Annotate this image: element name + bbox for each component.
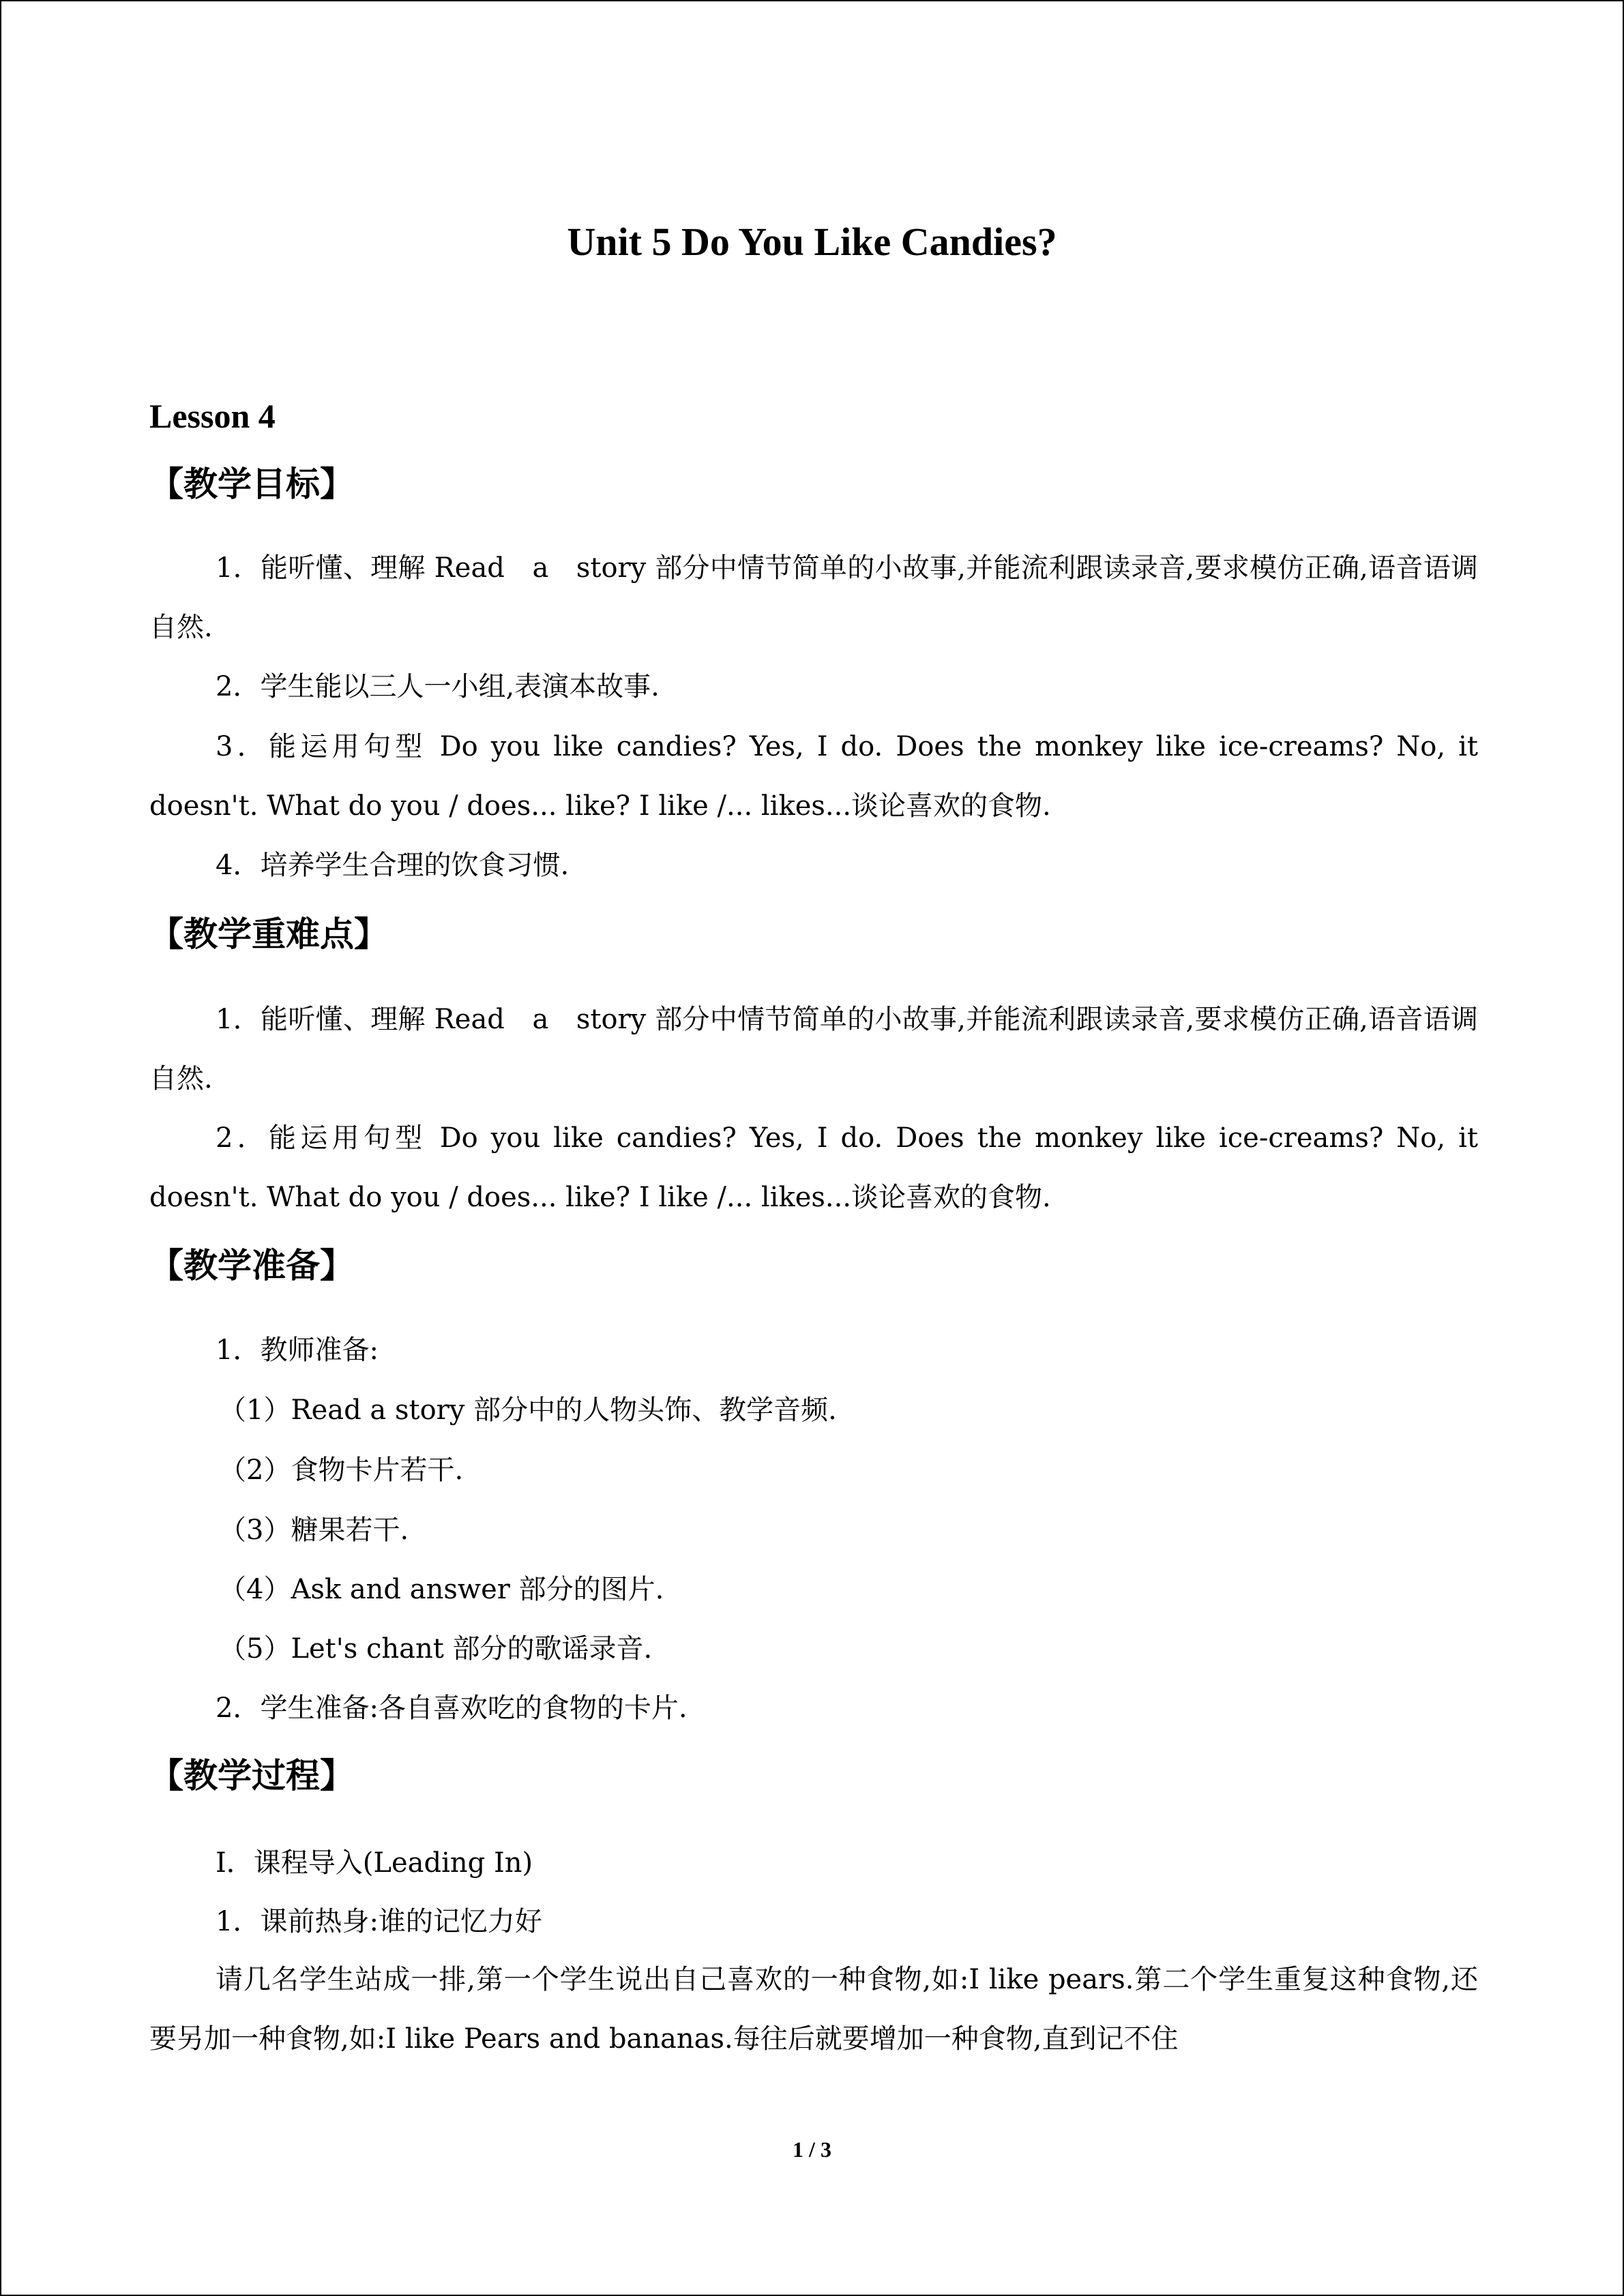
lesson-label: Lesson 4 (149, 397, 276, 435)
process-step-title: Ⅰ．课程导入(Leading In) (216, 1847, 533, 1879)
student-preparation: 2．学生准备:各自喜欢吃的食物的卡片. (216, 1693, 688, 1724)
document-title: Unit 5 Do You Like Candies? (567, 220, 1057, 264)
objective-item-4: 4．培养学生合理的饮食习惯. (216, 850, 570, 881)
objective-item-3: 3．能运用句型 Do you like candies? Yes, I do. Does the monkey like ice-creams? No, it doesn't. What do you / does... like? I like /... likes...谈论喜欢的食物. (149, 731, 1478, 822)
teacher-prep-item-3: （3）糖果若干. (219, 1515, 409, 1546)
objective-item-2: 2．学生能以三人一小组,表演本故事. (216, 671, 660, 702)
section-heading-process: 【教学过程】 (149, 1756, 354, 1795)
section-heading-objectives: 【教学目标】 (149, 464, 354, 504)
teacher-prep-item-4: （4）Ask and answer 部分的图片. (219, 1574, 664, 1605)
teacher-prep-item-2: （2）食物卡片若干. (219, 1455, 464, 1486)
warmup-description: 请几名学生站成一排,第一个学生说出自己喜欢的一种食物,如:I like pears.第二个学生重复这种食物,还要另加一种食物,如:I like Pears and bananas.每往后就要增加一种食物,直到记不住 (149, 1964, 1478, 2055)
teacher-prep-item-5: （5）Let's chant 部分的歌谣录音. (219, 1633, 653, 1665)
key-point-item-1: 1．能听懂、理解 Read a story 部分中情节简单的小故事,并能流利跟读录音,要求模仿正确,语音语调自然. (149, 1004, 1478, 1094)
section-heading-key-points: 【教学重难点】 (149, 914, 388, 954)
teacher-prep-item-1: （1）Read a story 部分中的人物头饰、教学音频. (219, 1395, 837, 1426)
teacher-preparation-label: 1．教师准备: (216, 1335, 379, 1366)
section-heading-preparation: 【教学准备】 (149, 1246, 354, 1285)
warmup-title: 1．课前热身:谁的记忆力好 (216, 1906, 542, 1937)
key-point-item-2: 2．能运用句型 Do you like candies? Yes, I do. Does the monkey like ice-creams? No, it doesn't. What do you / does... like? I like /... likes...谈论喜欢的食物. (149, 1122, 1478, 1213)
page-number: 1 / 3 (793, 2137, 831, 2162)
objective-item-1: 1．能听懂、理解 Read a story 部分中情节简单的小故事,并能流利跟读录音,要求模仿正确,语音语调自然. (149, 552, 1478, 643)
